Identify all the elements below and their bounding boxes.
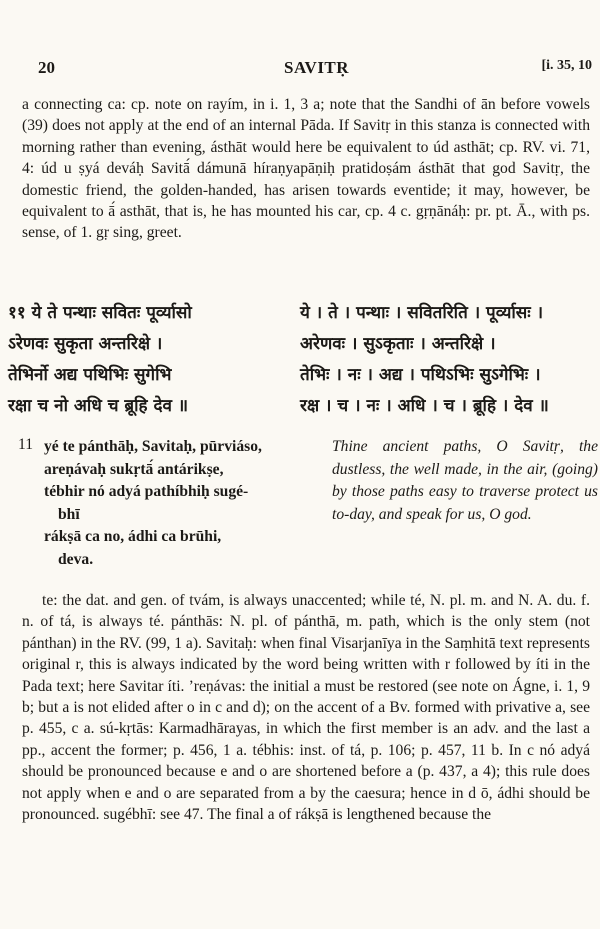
verse-transliteration: [8, 436, 598, 580]
samhita-line: ऽरेणवः सुकृता अन्तरिक्षे ।: [8, 334, 163, 354]
devanagari-row: [8, 393, 592, 424]
pada-line: अरेणवः । सुऽकृताः । अन्तरिक्षे ।: [300, 334, 496, 354]
page-number: 20: [38, 58, 55, 77]
verse-line: deva.: [58, 550, 94, 568]
verse-translation: Thine ancient paths, O Savitṛ, the dustless, the well made, in the air, (going) by those paths easy to traverse protect us to-day, and speak for us, O god.: [332, 438, 598, 523]
pada-line: रक्ष । च । नः । अधि । च । ब्रूहि । देव ॥: [300, 396, 549, 416]
running-title: SAVITṚ: [284, 58, 350, 77]
samhita-line: ११ ये ते पन्थाः सवितः पूर्व्यासो: [8, 303, 192, 323]
verse-line: yé te pánthāḥ, Savitaḥ, pūrviáso,: [44, 438, 262, 455]
devanagari-row: [8, 331, 592, 362]
intro-text: a connecting ca: cp. note on rayím, in i. 1, 3 a; note that the Sandhi of ān before vowels (39) does not apply at the end of an internal Pāda. If Savitṛ in this stanza is connected with morning rather than evening, ásthāt would here be equivalent to úd asthāt; cp. RV. vi. 71, 4: úd u ṣyá deváḥ Savitā́ dámunā híraṇyapāṇiḥ pratidoṣám ásthāt that god Savitṛ, the domestic friend, the golden-handed, has arisen towards eventide; it may, however, be equivalent to ā́ asthāt, that is, he has mounted his car, cp. 4 c. gṛṇānáḥ: pr. pt. Ā., with ps. sense, of 1. gṛ sing, greet.: [22, 96, 590, 242]
page-header: [38, 58, 592, 80]
verse-lines: [44, 436, 314, 571]
devanagari-row: [8, 300, 592, 331]
devanagari-row: [8, 362, 592, 393]
samhita-line: तेभिर्नो अद्य पथिभिः सुगेभि: [8, 365, 172, 385]
verse-line: bhī: [58, 505, 80, 523]
notes-text: te: the dat. and gen. of tvám, is always unaccented; while té, N. pl. m. and N. A. du. f. n. of tá, is always té. pánthās: N. pl. of pánthā, m. path, which is the only stem (not pánthan) in the RV. (99, 1 a). Savitaḥ: when final Visarjanīya in the Saṃhitā text represents original r, this is always indicated by the word being written with r followed by íti in the Pada text; here Savitar íti. ’reṇávas: the initial a must be restored (see note on Ágne, i. 1, 9 b; but a is not elided after o in c and d); on the accent of a Bv. formed with privative a, see p. 455, c a. sú-kṛtās: Karmadhārayas, in which the first member is an adv. and the last a pp., accent the former; p. 456, 1 a. tébhis: inst. of tá, p. 106; p. 457, 11 b. In c nó adyá should be pronounced because e and o are shortened before a (p. 437, a 4); this rule does not apply when e and o are separated from a by the caesura; hence in d ō, ádhi should be pronounced. sugébhī: see 47. The final a of rákṣā is lengthened because the: [22, 592, 591, 824]
devanagari-block: [8, 300, 592, 424]
verse-line: rákṣā ca no, ádhi ca brūhi,: [44, 528, 222, 545]
pada-line: तेभिः । नः । अद्य । पथिऽभिः सुऽगेभिः ।: [300, 365, 541, 385]
notes-paragraph: [22, 590, 590, 825]
pada-line: ये । ते । पन्थाः । सवितरिति । पूर्व्यासः ।: [300, 303, 544, 323]
intro-paragraph: [22, 94, 590, 244]
verse-number: 11: [18, 436, 34, 453]
verse-line: areṇávaḥ sukṛtā́ antárikṣe,: [44, 460, 224, 478]
verse-line: tébhir nó adyá pathíbhiḥ sugé-: [44, 483, 249, 500]
verse-reference: [i. 35, 10: [541, 58, 592, 73]
samhita-line: रक्षा च नो अधि च ब्रूहि देव ॥: [8, 396, 189, 416]
